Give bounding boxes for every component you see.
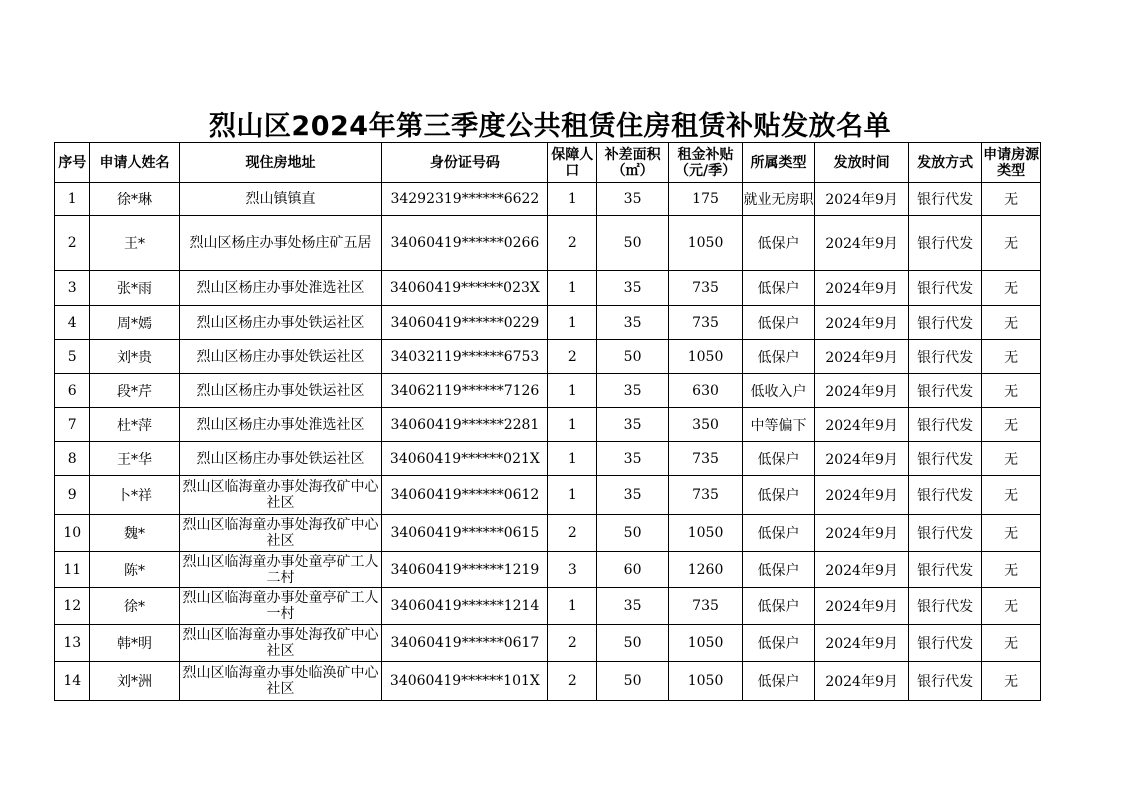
cell-method: 银行代发 <box>909 306 982 340</box>
header-method: 发放方式 <box>909 143 982 183</box>
cell-type: 低保户 <box>743 216 815 271</box>
cell-type: 低保户 <box>743 476 815 515</box>
table-row <box>55 340 1041 374</box>
header-area: 补差面积（㎡） <box>597 143 669 183</box>
header-subsidy: 租金补贴（元/季） <box>669 143 743 183</box>
cell-time: 2024年9月 <box>814 476 908 515</box>
cell-source: 无 <box>982 408 1041 442</box>
cell-area: 50 <box>597 340 669 374</box>
address-text: 烈山区临海童办事处童亭矿工人二村 <box>182 553 379 586</box>
cell-source: 无 <box>982 183 1041 216</box>
cell-name: 卜*祥 <box>90 476 179 515</box>
cell-seq: 6 <box>55 374 90 408</box>
cell-type: 低保户 <box>743 662 815 701</box>
header-people: 保障人口 <box>548 143 597 183</box>
address-text: 烈山区临海童办事处海孜矿中心社区 <box>182 479 379 511</box>
cell-source: 无 <box>982 552 1041 588</box>
cell-area: 35 <box>597 183 669 216</box>
cell-people: 2 <box>548 515 597 552</box>
cell-seq: 3 <box>55 271 90 306</box>
cell-id: 34060419******0229 <box>382 306 548 340</box>
cell-type: 低保户 <box>743 588 815 625</box>
cell-method: 银行代发 <box>909 408 982 442</box>
cell-id: 34060419******0266 <box>382 216 548 271</box>
cell-time: 2024年9月 <box>814 625 908 662</box>
cell-source: 无 <box>982 340 1041 374</box>
cell-area: 60 <box>597 552 669 588</box>
cell-seq: 7 <box>55 408 90 442</box>
cell-address <box>179 374 382 408</box>
cell-source: 无 <box>982 476 1041 515</box>
address-text: 烈山区杨庄办事处铁运社区 <box>196 314 365 331</box>
header-type: 所属类型 <box>743 143 815 183</box>
address-text: 烈山区杨庄办事处铁运社区 <box>196 382 365 399</box>
cell-method: 银行代发 <box>909 340 982 374</box>
cell-people: 1 <box>548 442 597 476</box>
address-text: 烈山区杨庄办事处淮选社区 <box>196 280 365 296</box>
cell-id: 34060419******1219 <box>382 552 548 588</box>
cell-time: 2024年9月 <box>814 442 908 476</box>
cell-address <box>179 306 382 340</box>
cell-people: 1 <box>548 408 597 442</box>
cell-name: 张*雨 <box>90 271 179 306</box>
cell-subsidy: 735 <box>669 442 743 476</box>
cell-type: 低保户 <box>743 271 815 306</box>
cell-area: 35 <box>597 306 669 340</box>
cell-people: 1 <box>548 476 597 515</box>
cell-name: 杜*萍 <box>90 408 179 442</box>
cell-id: 34060419******0615 <box>382 515 548 552</box>
cell-name: 韩*明 <box>90 625 179 662</box>
cell-area: 35 <box>597 408 669 442</box>
cell-source: 无 <box>982 216 1041 271</box>
cell-id: 34060419******021X <box>382 442 548 476</box>
page-title: 烈山区2024年第三季度公共租赁住房租赁补贴发放名单 <box>208 111 892 142</box>
cell-type: 低保户 <box>743 515 815 552</box>
address-text: 烈山区杨庄办事处淮选社区 <box>196 416 365 433</box>
cell-address <box>179 588 382 625</box>
cell-type: 低保户 <box>743 552 815 588</box>
cell-type: 低保户 <box>743 625 815 662</box>
cell-area: 35 <box>597 588 669 625</box>
cell-source: 无 <box>982 515 1041 552</box>
cell-address <box>179 271 382 306</box>
cell-area: 35 <box>597 476 669 515</box>
table-row <box>55 306 1041 340</box>
cell-name: 王* <box>90 216 179 271</box>
cell-name: 陈* <box>90 552 179 588</box>
cell-time: 2024年9月 <box>814 552 908 588</box>
address-text: 烈山区临海童办事处临涣矿中心社区 <box>182 665 379 697</box>
cell-subsidy: 1260 <box>669 552 743 588</box>
cell-source: 无 <box>982 306 1041 340</box>
cell-subsidy: 735 <box>669 588 743 625</box>
table-row <box>55 625 1041 662</box>
cell-method: 银行代发 <box>909 588 982 625</box>
cell-people: 2 <box>548 340 597 374</box>
cell-time: 2024年9月 <box>814 306 908 340</box>
cell-time: 2024年9月 <box>814 183 908 216</box>
cell-method: 银行代发 <box>909 374 982 408</box>
cell-name: 徐*琳 <box>90 183 179 216</box>
cell-type: 中等偏下 <box>743 408 815 442</box>
header-source: 申请房源类型 <box>982 143 1041 183</box>
cell-method: 银行代发 <box>909 515 982 552</box>
cell-area: 35 <box>597 374 669 408</box>
cell-subsidy: 1050 <box>669 216 743 271</box>
cell-method: 银行代发 <box>909 476 982 515</box>
cell-address <box>179 625 382 662</box>
cell-source: 无 <box>982 271 1041 306</box>
cell-time: 2024年9月 <box>814 408 908 442</box>
cell-time: 2024年9月 <box>814 271 908 306</box>
cell-area: 35 <box>597 271 669 306</box>
table-row <box>55 271 1041 306</box>
cell-people: 1 <box>548 374 597 408</box>
cell-id: 34292319******6622 <box>382 183 548 216</box>
cell-id: 34060419******023X <box>382 271 548 306</box>
cell-source: 无 <box>982 662 1041 701</box>
cell-area: 50 <box>597 662 669 701</box>
table-row <box>55 476 1041 515</box>
cell-address <box>179 476 382 515</box>
cell-seq: 4 <box>55 306 90 340</box>
cell-name: 魏* <box>90 515 179 552</box>
cell-type: 就业无房职 <box>743 183 815 216</box>
table-row <box>55 183 1041 216</box>
cell-seq: 12 <box>55 588 90 625</box>
cell-people: 1 <box>548 183 597 216</box>
cell-type: 低保户 <box>743 340 815 374</box>
cell-id: 34060419******1214 <box>382 588 548 625</box>
cell-seq: 2 <box>55 216 90 271</box>
cell-subsidy: 1050 <box>669 515 743 552</box>
cell-time: 2024年9月 <box>814 662 908 701</box>
address-text: 烈山区临海童办事处童亭矿工人一村 <box>182 590 379 622</box>
address-text: 烈山镇镇直 <box>245 191 316 207</box>
cell-seq: 11 <box>55 552 90 588</box>
cell-people: 2 <box>548 216 597 271</box>
table-header-row <box>55 143 1041 183</box>
cell-address <box>179 662 382 701</box>
cell-subsidy: 630 <box>669 374 743 408</box>
cell-method: 银行代发 <box>909 442 982 476</box>
cell-time: 2024年9月 <box>814 515 908 552</box>
cell-type: 低保户 <box>743 442 815 476</box>
cell-people: 1 <box>548 306 597 340</box>
cell-name: 刘*贵 <box>90 340 179 374</box>
cell-seq: 9 <box>55 476 90 515</box>
cell-seq: 10 <box>55 515 90 552</box>
cell-address <box>179 515 382 552</box>
cell-area: 50 <box>597 515 669 552</box>
cell-subsidy: 735 <box>669 476 743 515</box>
address-text: 烈山区临海童办事处海孜矿中心社区 <box>182 517 379 549</box>
header-name: 申请人姓名 <box>90 143 179 183</box>
cell-time: 2024年9月 <box>814 340 908 374</box>
header-address: 现住房地址 <box>179 143 382 183</box>
cell-id: 34032119******6753 <box>382 340 548 374</box>
cell-type: 低收入户 <box>743 374 815 408</box>
cell-people: 1 <box>548 271 597 306</box>
address-text: 烈山区杨庄办事处铁运社区 <box>196 348 365 365</box>
cell-subsidy: 350 <box>669 408 743 442</box>
cell-address <box>179 408 382 442</box>
table-row <box>55 662 1041 701</box>
cell-people: 1 <box>548 588 597 625</box>
address-text: 烈山区杨庄办事处铁运社区 <box>196 450 365 467</box>
cell-people: 2 <box>548 662 597 701</box>
table-row <box>55 588 1041 625</box>
cell-time: 2024年9月 <box>814 374 908 408</box>
cell-id: 34060419******2281 <box>382 408 548 442</box>
table-row <box>55 374 1041 408</box>
cell-name: 王*华 <box>90 442 179 476</box>
cell-source: 无 <box>982 442 1041 476</box>
address-text: 烈山区临海童办事处海孜矿中心社区 <box>182 627 379 659</box>
cell-time: 2024年9月 <box>814 216 908 271</box>
table-row <box>55 552 1041 588</box>
cell-name: 周*嫣 <box>90 306 179 340</box>
cell-seq: 14 <box>55 662 90 701</box>
cell-subsidy: 735 <box>669 271 743 306</box>
cell-area: 35 <box>597 442 669 476</box>
cell-address <box>179 216 382 271</box>
cell-seq: 5 <box>55 340 90 374</box>
cell-name: 徐* <box>90 588 179 625</box>
table-row <box>55 515 1041 552</box>
cell-address <box>179 340 382 374</box>
cell-subsidy: 1050 <box>669 662 743 701</box>
header-seq: 序号 <box>55 143 90 183</box>
cell-address <box>179 552 382 588</box>
cell-people: 3 <box>548 552 597 588</box>
table-row <box>55 408 1041 442</box>
header-id: 身份证号码 <box>382 143 548 183</box>
cell-area: 50 <box>597 625 669 662</box>
cell-subsidy: 735 <box>669 306 743 340</box>
cell-subsidy: 1050 <box>669 340 743 374</box>
cell-area: 50 <box>597 216 669 271</box>
cell-source: 无 <box>982 588 1041 625</box>
cell-method: 银行代发 <box>909 216 982 271</box>
cell-source: 无 <box>982 625 1041 662</box>
cell-address <box>179 183 382 216</box>
cell-id: 34060419******0617 <box>382 625 548 662</box>
cell-method: 银行代发 <box>909 552 982 588</box>
cell-seq: 1 <box>55 183 90 216</box>
cell-people: 2 <box>548 625 597 662</box>
cell-name: 段*芹 <box>90 374 179 408</box>
table-row <box>55 442 1041 476</box>
cell-seq: 8 <box>55 442 90 476</box>
cell-subsidy: 1050 <box>669 625 743 662</box>
cell-time: 2024年9月 <box>814 588 908 625</box>
cell-method: 银行代发 <box>909 662 982 701</box>
subsidy-table <box>54 142 1041 701</box>
cell-id: 34060419******101X <box>382 662 548 701</box>
cell-type: 低保户 <box>743 306 815 340</box>
address-text: 烈山区杨庄办事处杨庄矿五居 <box>189 235 372 251</box>
cell-address <box>179 442 382 476</box>
table-row <box>55 216 1041 271</box>
cell-source: 无 <box>982 374 1041 408</box>
cell-name: 刘*洲 <box>90 662 179 701</box>
cell-id: 34062119******7126 <box>382 374 548 408</box>
cell-seq: 13 <box>55 625 90 662</box>
cell-method: 银行代发 <box>909 183 982 216</box>
cell-method: 银行代发 <box>909 271 982 306</box>
cell-method: 银行代发 <box>909 625 982 662</box>
cell-subsidy: 175 <box>669 183 743 216</box>
cell-id: 34060419******0612 <box>382 476 548 515</box>
header-time: 发放时间 <box>814 143 908 183</box>
